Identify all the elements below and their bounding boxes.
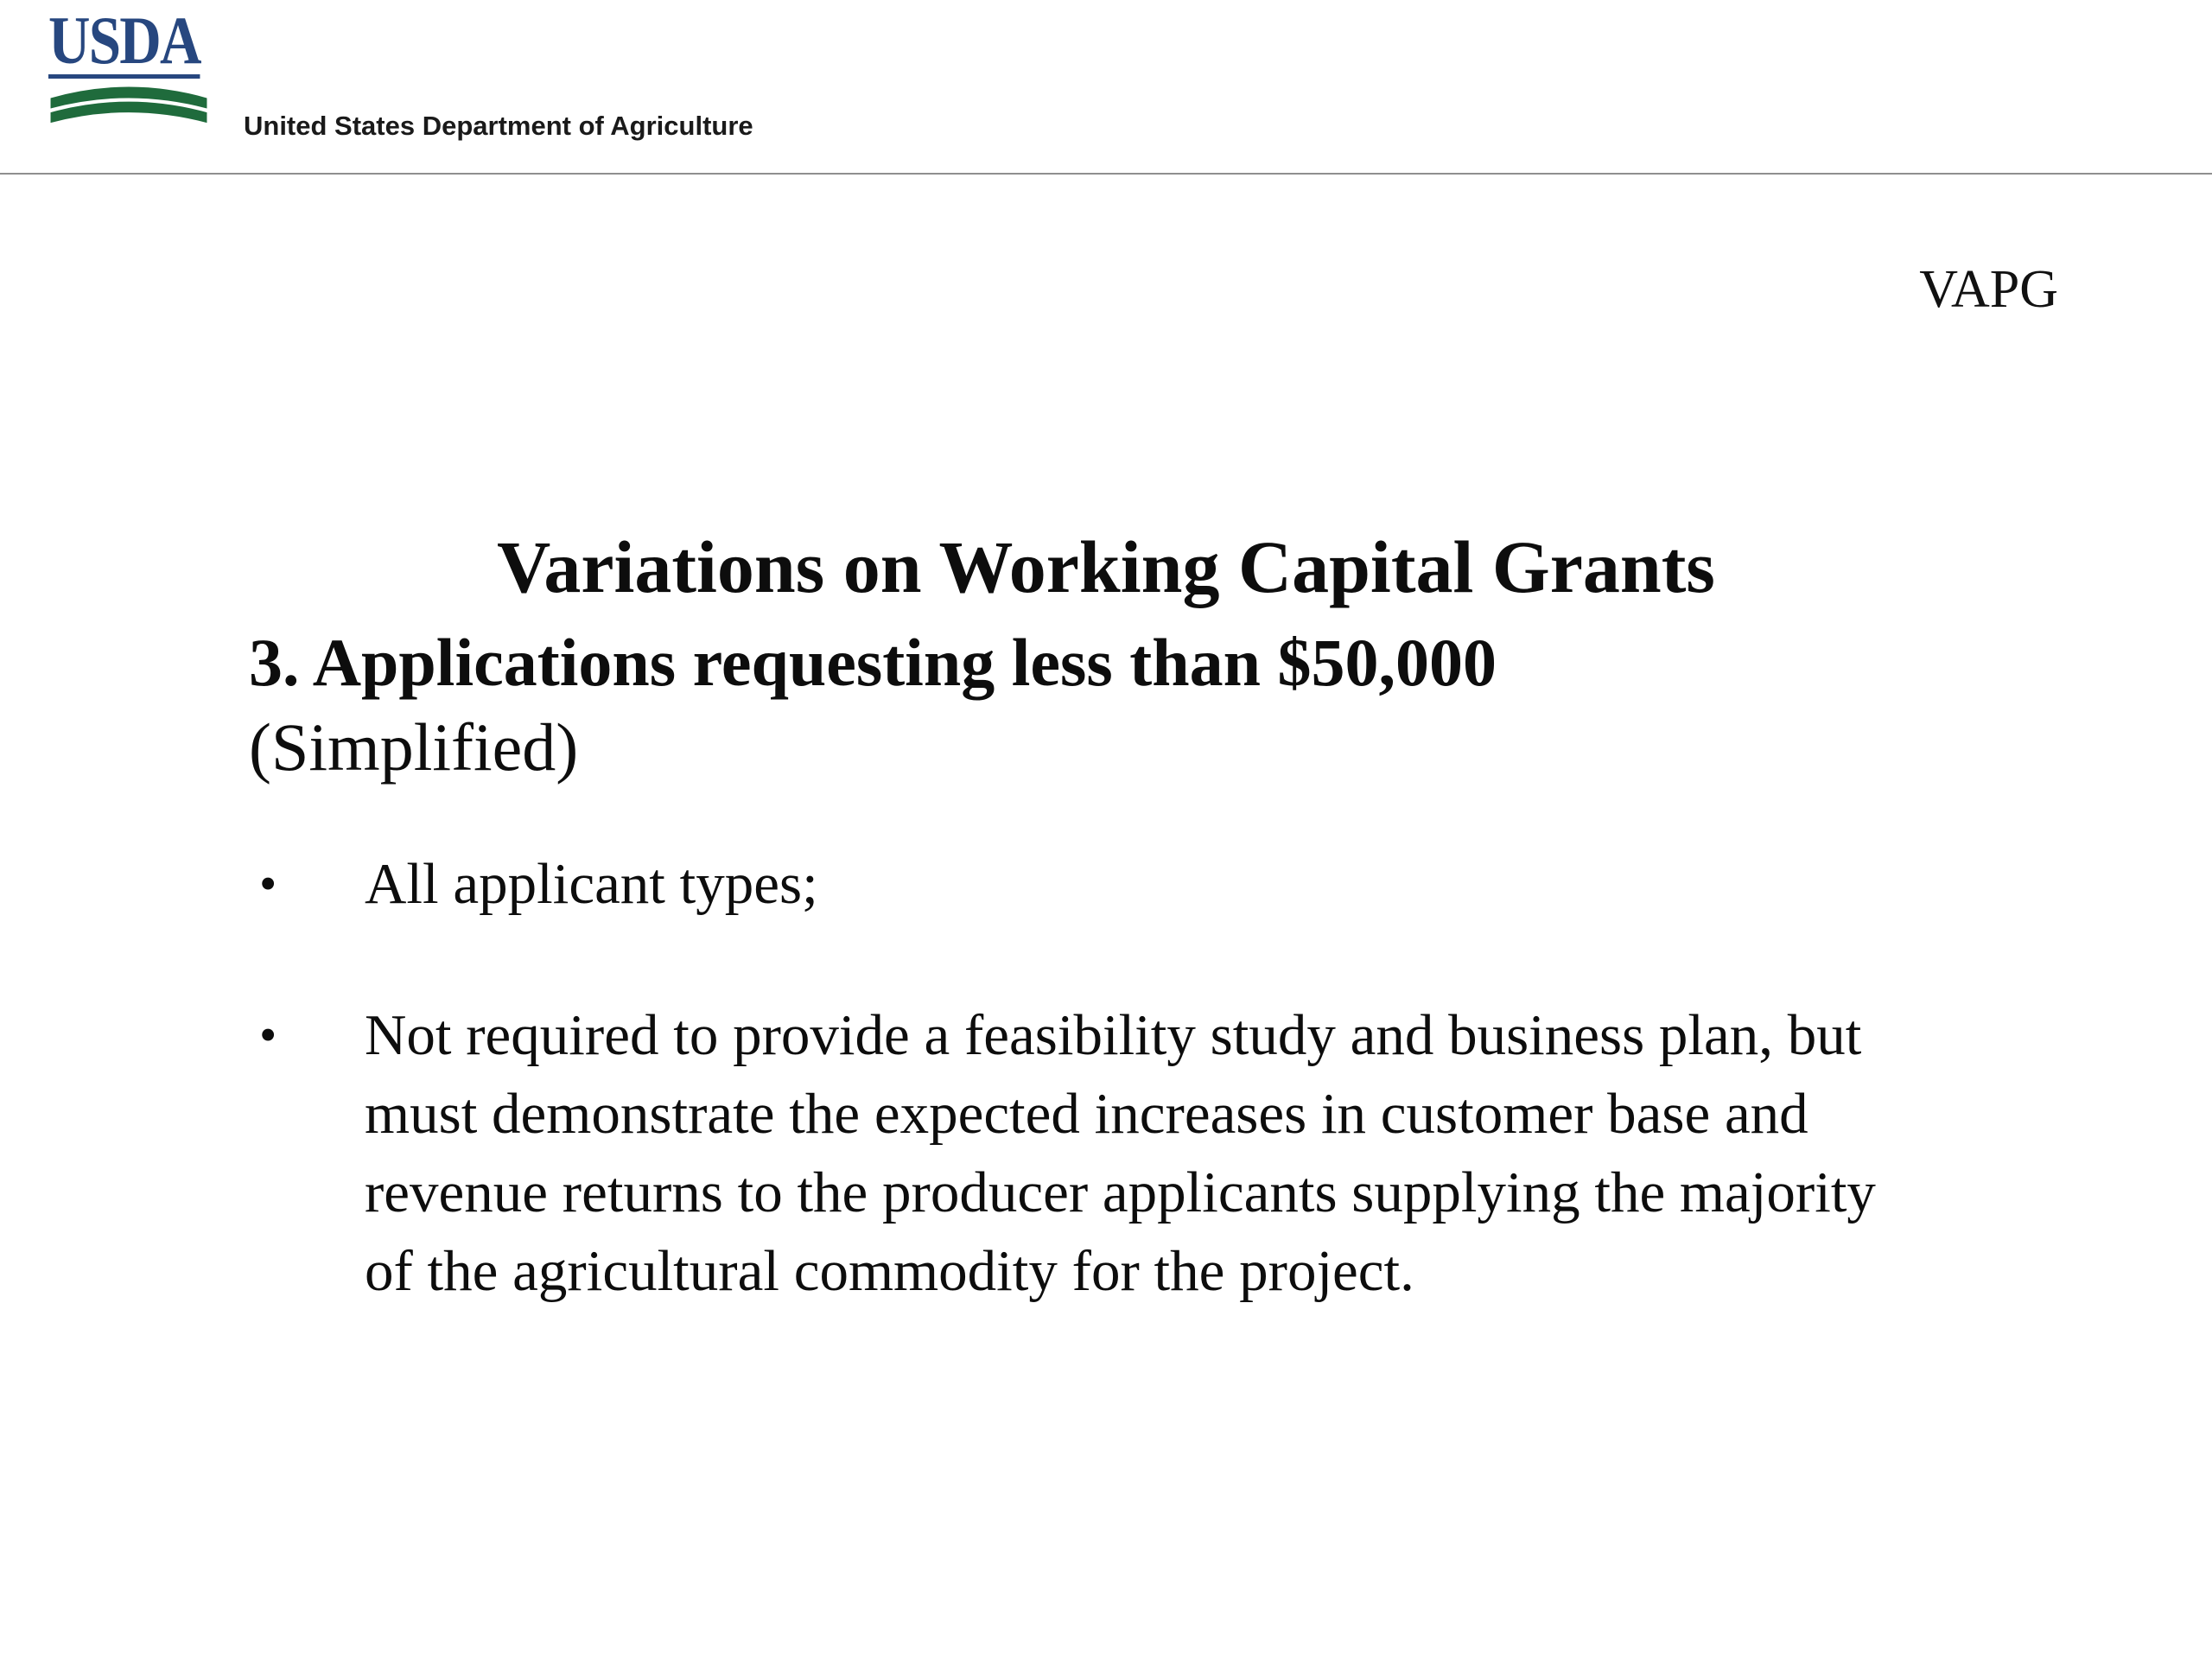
list-item bbox=[259, 996, 2013, 1311]
usda-swoosh-icon bbox=[48, 82, 209, 124]
header-bar bbox=[0, 0, 2212, 175]
bullet-text-feasibility-requirements: Not required to provide a feasibility study and business plan, but must demonstrate the expected increases in customer base and revenue returns to the producer applicants supplying the majority of the agricultural commodity for the project. bbox=[365, 1003, 1876, 1304]
section-heading-bold: 3. Applications requesting less than $50,000 bbox=[249, 625, 1497, 700]
list-item bbox=[259, 845, 2013, 924]
slide-title: Variations on Working Capital Grants bbox=[497, 524, 1715, 608]
usda-logo bbox=[48, 3, 221, 124]
bullet-icon: • bbox=[259, 855, 277, 912]
usda-logo-wordmark: USDA bbox=[48, 3, 200, 78]
section-heading-qualifier: (Simplified) bbox=[249, 709, 579, 785]
agency-name: United States Department of Agriculture bbox=[244, 111, 753, 141]
bullet-text-applicant-types: All applicant types; bbox=[365, 852, 818, 916]
bullet-list bbox=[259, 845, 2013, 1384]
slide-corner-label: VAPG bbox=[1919, 260, 2058, 319]
section-heading bbox=[249, 620, 2012, 791]
bullet-icon: • bbox=[259, 1007, 277, 1064]
